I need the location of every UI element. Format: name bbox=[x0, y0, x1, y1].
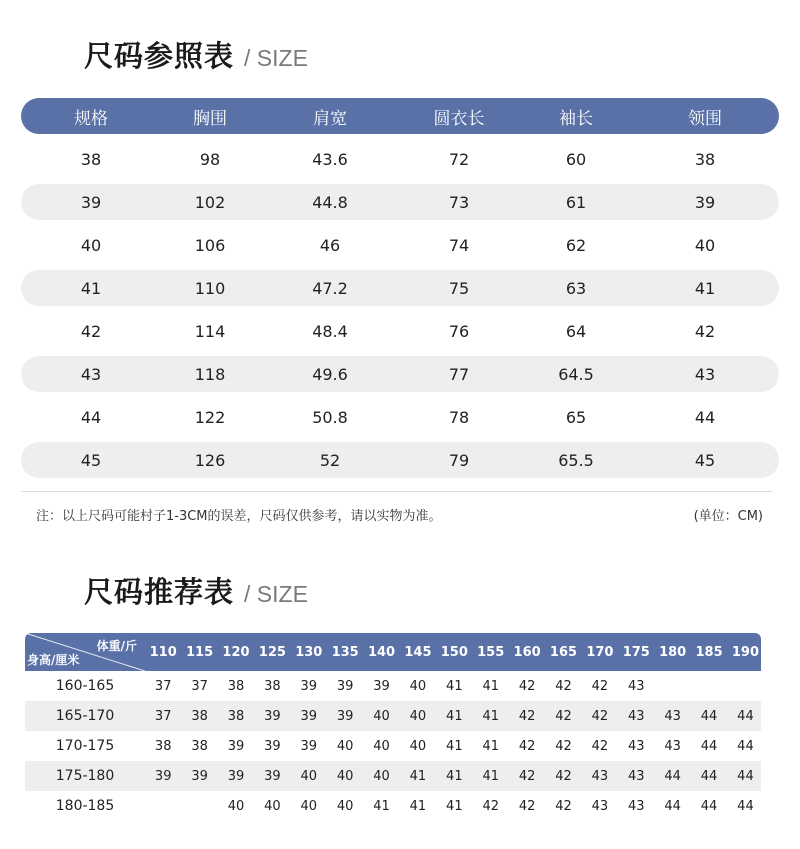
table-row bbox=[21, 227, 779, 263]
weight-header: 155 bbox=[477, 644, 505, 660]
weight-header: 140 bbox=[367, 644, 396, 660]
size-cell: 41 bbox=[482, 708, 499, 724]
table-cell: 75 bbox=[448, 278, 470, 298]
weight-header: 165 bbox=[549, 644, 578, 660]
table-cell: 42 bbox=[694, 321, 716, 341]
size-cell: 40 bbox=[409, 738, 427, 754]
size-cell: 40 bbox=[300, 798, 318, 814]
size-cell: 42 bbox=[518, 708, 536, 724]
height-label: 175-180 bbox=[55, 768, 115, 784]
table-cell: 44 bbox=[694, 407, 716, 427]
size-cell: 43 bbox=[628, 678, 645, 694]
size-cell: 37 bbox=[154, 708, 172, 724]
table-cell: 49.6 bbox=[312, 364, 348, 384]
recommend-subtitle: / SIZE bbox=[244, 581, 308, 607]
size-cell: 40 bbox=[336, 738, 354, 754]
weight-header: 180 bbox=[659, 644, 687, 660]
weight-header: 160 bbox=[513, 644, 541, 660]
height-label: 160-165 bbox=[55, 678, 115, 694]
size-cell: 41 bbox=[446, 708, 463, 724]
size-cell: 44 bbox=[737, 798, 754, 814]
table-cell: 50.8 bbox=[312, 407, 348, 427]
size-cell: 41 bbox=[446, 678, 463, 694]
weight-header: 110 bbox=[149, 644, 177, 660]
table-cell: 98 bbox=[199, 149, 221, 169]
table-cell: 65.5 bbox=[558, 450, 594, 470]
table-cell: 77 bbox=[448, 364, 470, 384]
size-cell: 40 bbox=[227, 798, 245, 814]
table-cell: 61 bbox=[565, 192, 587, 212]
weight-header: 135 bbox=[331, 644, 359, 660]
size-cell: 43 bbox=[664, 708, 681, 724]
table-cell: 126 bbox=[194, 450, 226, 470]
weight-header: 190 bbox=[731, 644, 760, 660]
size-cell: 39 bbox=[227, 738, 245, 754]
size-cell: 42 bbox=[555, 768, 572, 784]
size-cell: 40 bbox=[264, 798, 281, 814]
size-cell: 37 bbox=[191, 678, 208, 694]
height-label: 165-170 bbox=[55, 708, 115, 724]
size-cell: 40 bbox=[336, 768, 354, 784]
size-chart-title-row bbox=[84, 34, 308, 75]
size-chart-subtitle: / SIZE bbox=[244, 45, 308, 71]
table-cell: 40 bbox=[694, 235, 716, 255]
weight-header: 150 bbox=[440, 644, 468, 660]
size-cell: 41 bbox=[409, 798, 427, 814]
corner-weight-label: 体重/斤 bbox=[96, 639, 137, 653]
size-cell: 38 bbox=[227, 678, 245, 694]
size-cell: 42 bbox=[555, 708, 572, 724]
size-cell: 44 bbox=[737, 768, 754, 784]
size-cell: 41 bbox=[482, 678, 499, 694]
size-cell: 42 bbox=[591, 678, 609, 694]
table-cell: 74 bbox=[448, 235, 470, 255]
table-row bbox=[25, 761, 761, 791]
size-cell: 39 bbox=[191, 768, 208, 784]
height-label: 170-175 bbox=[55, 738, 115, 754]
size-cell: 43 bbox=[591, 798, 609, 814]
size-cell: 42 bbox=[591, 708, 609, 724]
size-cell: 42 bbox=[518, 678, 536, 694]
size-cell: 44 bbox=[700, 708, 718, 724]
size-cell: 40 bbox=[336, 798, 354, 814]
size-cell: 42 bbox=[591, 738, 609, 754]
table-cell: 64 bbox=[565, 321, 587, 341]
table-cell: 38 bbox=[694, 149, 716, 169]
table-cell: 102 bbox=[194, 192, 226, 212]
size-cell: 43 bbox=[628, 708, 645, 724]
size-cell: 40 bbox=[373, 768, 390, 784]
corner-height-label: 身高/厘米 bbox=[27, 653, 80, 667]
size-cell: 41 bbox=[409, 768, 427, 784]
table-cell: 40 bbox=[80, 235, 102, 255]
table-cell: 45 bbox=[694, 450, 716, 470]
weight-header: 145 bbox=[404, 644, 432, 660]
size-cell: 39 bbox=[264, 738, 281, 754]
table-cell: 118 bbox=[194, 364, 226, 384]
size-cell: 39 bbox=[300, 678, 318, 694]
table-cell: 78 bbox=[448, 407, 470, 427]
table-cell: 44.8 bbox=[312, 192, 348, 212]
size-cell: 38 bbox=[154, 738, 172, 754]
size-cell: 40 bbox=[409, 678, 427, 694]
table-cell: 106 bbox=[194, 235, 226, 255]
recommend-table bbox=[25, 633, 761, 821]
size-cell: 40 bbox=[409, 708, 427, 724]
table-cell: 65 bbox=[565, 407, 587, 427]
weight-header: 185 bbox=[695, 644, 723, 660]
size-cell: 41 bbox=[446, 768, 463, 784]
size-cell: 41 bbox=[482, 738, 499, 754]
table-row bbox=[25, 671, 761, 701]
size-cell: 42 bbox=[555, 678, 572, 694]
size-cell: 41 bbox=[446, 798, 463, 814]
size-cell: 41 bbox=[446, 738, 463, 754]
header-chest: 胸围 bbox=[193, 108, 227, 129]
header-length: 圆衣长 bbox=[433, 108, 485, 129]
size-chart-header bbox=[21, 98, 779, 134]
recommend-header bbox=[25, 633, 761, 671]
table-cell: 76 bbox=[448, 321, 470, 341]
table-cell: 43 bbox=[80, 364, 102, 384]
table-cell: 73 bbox=[448, 192, 470, 212]
size-cell: 39 bbox=[336, 708, 354, 724]
recommend-title-row bbox=[84, 570, 308, 611]
table-cell: 63 bbox=[565, 278, 587, 298]
table-cell: 64.5 bbox=[558, 364, 594, 384]
table-cell: 42 bbox=[80, 321, 102, 341]
table-row bbox=[21, 270, 779, 306]
table-row bbox=[21, 442, 779, 478]
header-spec: 规格 bbox=[74, 108, 108, 129]
size-cell: 43 bbox=[628, 738, 645, 754]
table-row bbox=[21, 184, 779, 220]
unit-label: (单位：CM) bbox=[693, 509, 763, 524]
table-row bbox=[25, 791, 761, 821]
size-cell: 39 bbox=[154, 768, 172, 784]
table-row bbox=[21, 356, 779, 392]
size-cell: 39 bbox=[373, 678, 390, 694]
table-cell: 122 bbox=[194, 407, 226, 427]
size-cell: 38 bbox=[191, 738, 208, 754]
size-cell: 42 bbox=[482, 798, 499, 814]
size-cell: 42 bbox=[555, 738, 572, 754]
table-row bbox=[21, 399, 779, 435]
size-cell: 42 bbox=[518, 798, 536, 814]
weight-header: 125 bbox=[258, 644, 286, 660]
size-cell: 43 bbox=[628, 768, 645, 784]
size-cell: 44 bbox=[700, 768, 718, 784]
size-cell: 44 bbox=[700, 738, 718, 754]
table-row bbox=[25, 731, 761, 761]
table-cell: 45 bbox=[80, 450, 102, 470]
table-cell: 62 bbox=[565, 235, 587, 255]
header-sleeve: 袖长 bbox=[559, 108, 593, 129]
size-chart-table bbox=[21, 98, 779, 478]
size-cell: 44 bbox=[737, 708, 754, 724]
size-cell: 39 bbox=[227, 768, 245, 784]
size-cell: 39 bbox=[300, 708, 318, 724]
size-cell: 43 bbox=[591, 768, 609, 784]
weight-header: 120 bbox=[222, 644, 250, 660]
corner-cell bbox=[25, 633, 145, 671]
size-cell: 39 bbox=[300, 738, 318, 754]
size-cell: 44 bbox=[664, 768, 681, 784]
table-cell: 72 bbox=[448, 149, 470, 169]
table-cell: 43 bbox=[694, 364, 716, 384]
size-cell: 38 bbox=[264, 678, 281, 694]
size-cell: 42 bbox=[518, 738, 536, 754]
size-cell: 41 bbox=[482, 768, 499, 784]
table-cell: 48.4 bbox=[312, 321, 348, 341]
table-row bbox=[25, 701, 761, 731]
table-cell: 60 bbox=[565, 149, 587, 169]
table-cell: 39 bbox=[80, 192, 102, 212]
table-cell: 79 bbox=[448, 450, 470, 470]
size-cell: 39 bbox=[264, 708, 281, 724]
weight-header: 175 bbox=[622, 644, 650, 660]
table-cell: 43.6 bbox=[312, 149, 348, 169]
weight-header: 130 bbox=[295, 644, 323, 660]
size-cell: 40 bbox=[373, 738, 390, 754]
size-cell: 44 bbox=[700, 798, 718, 814]
size-cell: 40 bbox=[373, 708, 390, 724]
table-cell: 38 bbox=[80, 149, 102, 169]
divider bbox=[21, 491, 772, 492]
size-cell: 43 bbox=[664, 738, 681, 754]
size-cell: 39 bbox=[336, 678, 354, 694]
table-row bbox=[21, 141, 779, 177]
weight-header: 170 bbox=[586, 644, 614, 660]
size-cell: 42 bbox=[555, 798, 572, 814]
size-cell: 44 bbox=[737, 738, 754, 754]
size-chart-title: 尺码参照表 bbox=[84, 39, 235, 73]
size-cell: 38 bbox=[227, 708, 245, 724]
header-collar: 领围 bbox=[688, 108, 722, 129]
table-cell: 52 bbox=[319, 450, 341, 470]
size-cell: 44 bbox=[664, 798, 681, 814]
size-cell: 40 bbox=[300, 768, 318, 784]
height-label: 180-185 bbox=[55, 798, 115, 814]
table-cell: 47.2 bbox=[312, 278, 348, 298]
header-shoulder: 肩宽 bbox=[313, 108, 347, 129]
weight-header: 115 bbox=[186, 644, 214, 660]
size-cell: 43 bbox=[628, 798, 645, 814]
size-cell: 38 bbox=[191, 708, 208, 724]
size-cell: 42 bbox=[518, 768, 536, 784]
table-cell: 46 bbox=[319, 235, 341, 255]
table-cell: 114 bbox=[194, 321, 226, 341]
size-cell: 41 bbox=[373, 798, 390, 814]
recommend-title: 尺码推荐表 bbox=[84, 575, 235, 609]
size-note: 注：以上尺码可能村子1-3CM的误差，尺码仅供参考，请以实物为准。 bbox=[36, 509, 442, 524]
size-cell: 39 bbox=[264, 768, 281, 784]
table-cell: 41 bbox=[80, 278, 102, 298]
table-cell: 41 bbox=[694, 278, 716, 298]
table-cell: 39 bbox=[694, 192, 716, 212]
size-cell: 37 bbox=[154, 678, 172, 694]
table-cell: 110 bbox=[194, 278, 226, 298]
table-row bbox=[21, 313, 779, 349]
table-cell: 44 bbox=[80, 407, 102, 427]
